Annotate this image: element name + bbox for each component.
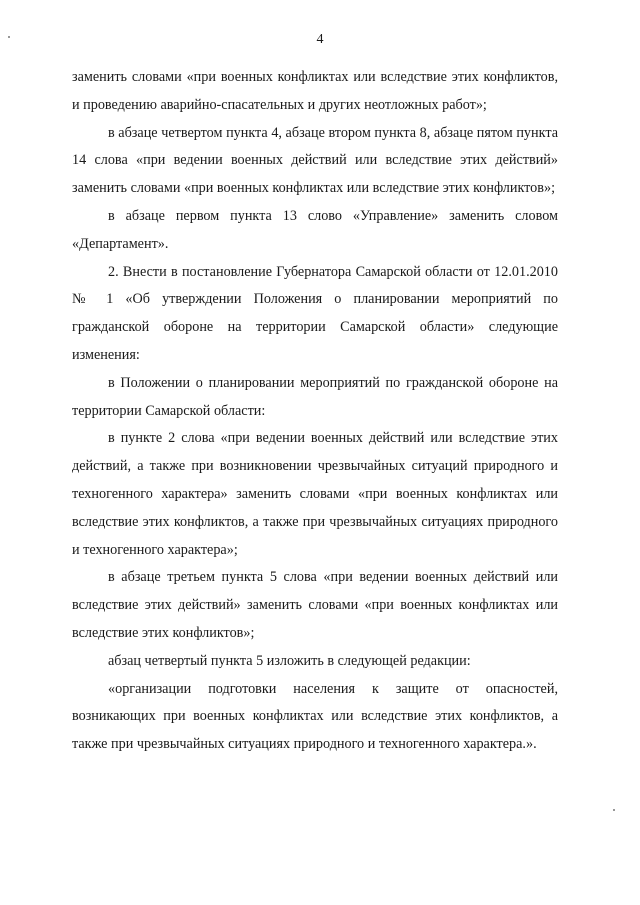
paragraph-item-2: 2. Внести в постановление Губернатора Самарской области от 12.01.2010 № 1 «Об утверждении Положения о планировании мероприятий по гражданской обороне на территории Самарской области» следующие изменения: [72,263,558,363]
document-body [72,64,558,759]
paragraph: абзац четвертый пункта 5 изложить в следующей редакции: [108,652,471,669]
scan-speck [613,809,615,811]
paragraph-quoted-text: «организации подготовки населения к защите от опасностей, возникающих при военных конфликтах или вследствие этих конфликтов, а также при чрезвычайных ситуациях природного и техногенного характера.». [72,680,558,753]
page-number: 4 [316,32,324,47]
paragraph: в абзаце третьем пункта 5 слова «при ведении военных действий или вследствие этих действий» заменить словами «при военных конфликтах или вследствие этих конфликтов»; [72,569,558,641]
paragraph: в пункте 2 слова «при ведении военных действий или вследствие этих действий, а также при возникновении чрезвычайных ситуаций природного и техногенного характера» заменить словами «при военных конфликтах или вследствие этих конфликтов, а также при чрезвычайных ситуациях природного и техногенного характера»; [72,430,558,558]
scan-speck [8,36,10,38]
paragraph: в абзаце четвертом пункта 4, абзаце втором пункта 8, абзаце пятом пункта 14 слова «при ведении военных действий или вследствие этих действий» заменить словами «при военных конфликтах или вследствие этих конфликтов»; [72,124,558,197]
paragraph: в абзаце первом пункта 13 слово «Управление» заменить словом «Департамент». [72,207,558,252]
paragraph-continuation: заменить словами «при военных конфликтах или вследствие этих конфликтов, и проведению аварийно-спасательных и других неотложных работ»; [72,69,558,113]
paragraph: в Положении о планировании мероприятий по гражданской обороне на территории Самарской области: [72,374,558,419]
